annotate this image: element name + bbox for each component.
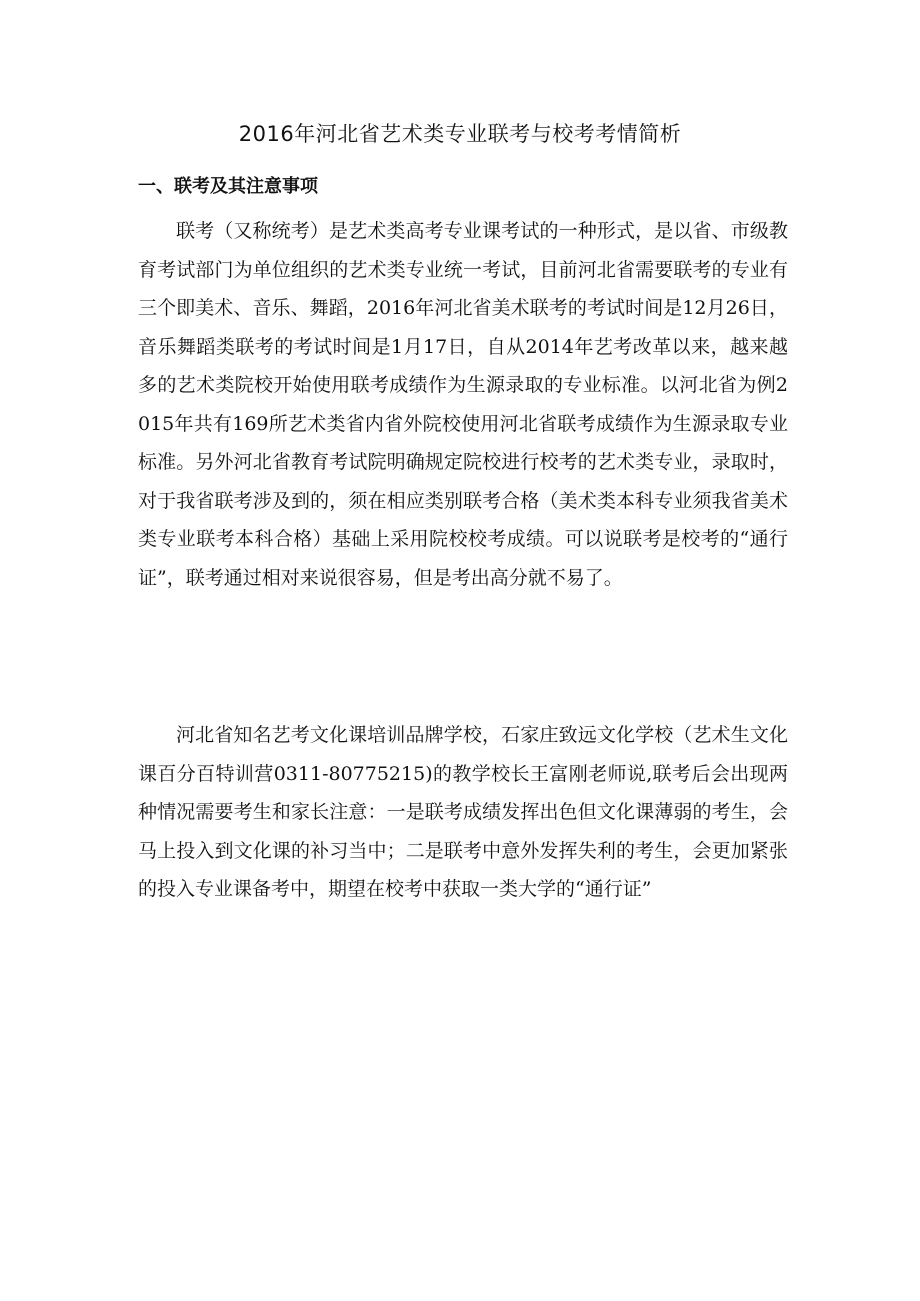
paragraph-joint-exam: 联考（又称统考）是艺术类高考专业课考试的一种形式，是以省、市级教育考试部门为单位组织的艺术类专业统一考试，目前河北省需要联考的专业有三个即美术、音乐、舞蹈，2016年河北省美术联考的考试时间是12月26日，音乐舞蹈类联考的考试时间是1月17日，自从2014年艺考改革以来，越来越多的艺术类院校开始使用联考成绩作为生源录取的专业标准。以河北省为例2015年共有169所艺术类省内省外院校使用河北省联考成绩作为生源录取专业标准。另外河北省教育考试院明确规定院校进行校考的艺术类专业，录取时，对于我省联考涉及到的，须在相应类别联考合格（美术类本科专业须我省美术类专业联考本科合格）基础上采用院校校考成绩。可以说联考是校考的“通行证”，联考通过相对来说很容易，但是考出高分就不易了。 [138,220,788,589]
document-title: 2016年河北省艺术类专业联考与校考考情简析 [238,122,682,146]
section-heading: 一、联考及其注意事项 [138,176,318,197]
paragraph-principal-quote: 河北省知名艺考文化课培训品牌学校，石家庄致远文化学校（艺术生文化课百分百特训营0311-80775215)的教学校长王富刚老师说,联考后会出现两种情况需要考生和家长注意：一是联考成绩发挥出色但文化课薄弱的考生，会马上投入到文化课的补习当中；二是联考中意外发挥失利的考生，会更加紧张的投入专业课备考中，期望在校考中获取一类大学的“通行证” [138,724,788,900]
